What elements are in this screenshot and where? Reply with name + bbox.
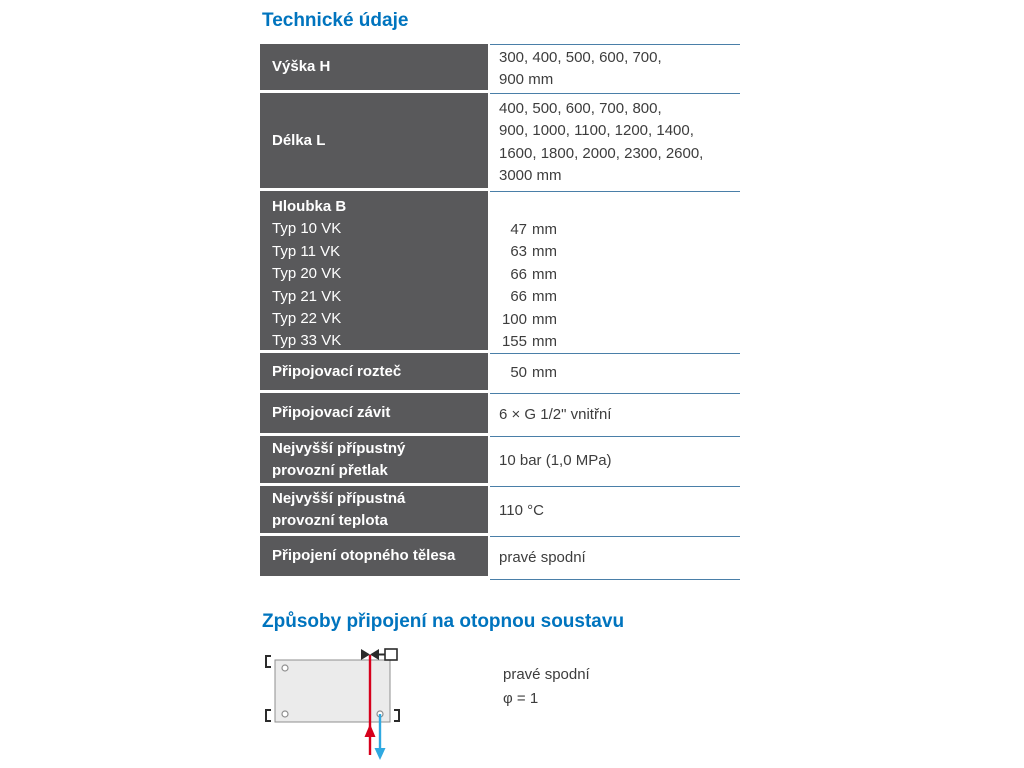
supply-arrow-icon (365, 724, 376, 737)
value-line: 3000 mm (499, 166, 562, 184)
depth-type-label: Typ 20 VK (272, 265, 342, 283)
valve-icon (361, 649, 370, 660)
label-line: provozní přetlak (272, 461, 388, 479)
row-value (490, 486, 740, 536)
thermostat-head-icon (385, 649, 397, 660)
depth-value: 63 mm (510, 243, 557, 261)
label-line: provozní teplota (272, 511, 388, 529)
depth-label: Hloubka B (272, 198, 347, 215)
row-label (260, 436, 488, 483)
datasheet-page (260, 0, 760, 768)
value-line: 900, 1000, 1100, 1200, 1400, (499, 122, 694, 140)
valve-icon (370, 649, 379, 660)
row-value (490, 436, 740, 486)
radiator-body (275, 660, 390, 722)
depth-type-label: Typ 33 VK (272, 332, 342, 350)
pressure-value: 10 bar (1,0 MPa) (499, 452, 612, 470)
temperature-value: 110 °C (499, 502, 544, 520)
section-title-connections: Způsoby připojení na otopnou soustavu (262, 611, 625, 632)
page-title: Technické údaje (262, 10, 409, 31)
radiator-connection-diagram (258, 648, 433, 768)
table-row-max-temperature (260, 486, 742, 536)
label-line: Nejvyšší přípustný (272, 439, 406, 457)
value-line: 300, 400, 500, 600, 700, (499, 48, 662, 66)
table-row-pitch (260, 353, 742, 393)
connection-value: pravé spodní (499, 548, 586, 566)
row-label: Připojovací rozteč (260, 353, 488, 390)
wall-bracket-icon (266, 656, 271, 667)
phi-value-label: φ = 1 (503, 690, 539, 707)
row-value (490, 393, 740, 436)
row-value (490, 191, 740, 353)
pitch-value: 50 mm (510, 364, 557, 382)
connection-section (258, 648, 760, 768)
row-value (490, 353, 740, 393)
depth-value: 100 mm (501, 310, 557, 328)
row-value (490, 44, 740, 93)
table-row-max-pressure (260, 436, 742, 486)
table-row-height (260, 44, 742, 93)
depth-type-label: Typ 22 VK (272, 310, 342, 328)
depth-value: 155 mm (501, 333, 557, 351)
plug-icon (282, 711, 288, 717)
depth-value: 66 mm (510, 265, 557, 283)
table-bottom-rule (490, 579, 740, 580)
row-label: Výška H (260, 44, 488, 90)
value-line: 400, 500, 600, 700, 800, (499, 99, 662, 117)
depth-value: 47 mm (510, 221, 557, 238)
connection-labels (503, 666, 590, 707)
row-label: Připojení otopného tělesa (260, 536, 488, 576)
technical-data-table (260, 44, 742, 580)
wall-bracket-icon (394, 710, 399, 721)
return-arrow-icon (375, 748, 386, 760)
value-line: 900 mm (499, 71, 554, 88)
row-value (490, 536, 740, 579)
depth-type-label: Typ 10 VK (272, 220, 342, 238)
table-row-length (260, 93, 742, 191)
row-label (260, 486, 488, 533)
table-row-thread (260, 393, 742, 436)
depth-type-label: Typ 21 VK (272, 287, 342, 305)
plug-icon (282, 665, 288, 671)
connection-variant-label: pravé spodní (503, 666, 590, 683)
thread-value: 6 × G 1/2" vnitřní (499, 405, 612, 423)
row-label: Připojovací závit (260, 393, 488, 433)
row-value (490, 93, 740, 191)
table-row-depth (260, 191, 742, 353)
table-row-connection (260, 536, 742, 579)
wall-bracket-icon (266, 710, 271, 721)
depth-type-label: Typ 11 VK (272, 242, 341, 260)
label-line: Nejvyšší přípustná (272, 489, 406, 507)
value-line: 1600, 1800, 2000, 2300, 2600, (499, 144, 704, 162)
depth-value: 66 mm (510, 288, 557, 306)
row-label: Délka L (260, 93, 488, 188)
row-label (260, 191, 488, 350)
